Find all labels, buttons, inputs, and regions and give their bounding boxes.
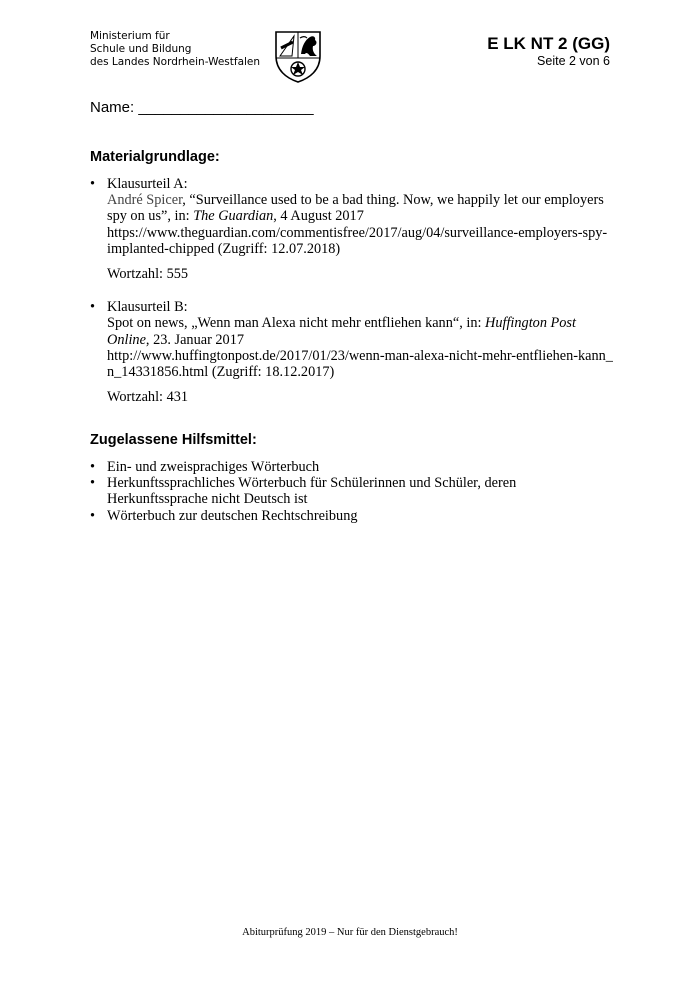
bullet-icon: •	[90, 507, 96, 524]
page-info: Seite 2 von 6	[537, 54, 610, 68]
source-name: The Guardian	[193, 208, 274, 225]
list-item	[90, 459, 615, 475]
material-b-citation	[107, 315, 615, 347]
list-item	[90, 508, 615, 524]
exam-code: E LK NT 2 (GG)	[487, 34, 610, 53]
material-a	[90, 176, 615, 282]
material-list	[90, 176, 615, 405]
material-a-label: Klausurteil A:	[107, 176, 188, 192]
material-b-label: Klausurteil B:	[107, 299, 188, 316]
source-name: Huffington Post Online	[107, 315, 576, 348]
list-item	[90, 475, 615, 507]
bullet-icon: •	[90, 475, 96, 492]
material-a-citation	[107, 192, 615, 224]
list-item-text: Herkunftssprachliches Wörterbuch für Schülerinnen und Schüler, deren Herkunftssprache nicht Deutsch ist	[107, 475, 517, 508]
list-item-text: Ein- und zweisprachiges Wörterbuch	[107, 459, 320, 475]
ministry-line: Ministerium für	[90, 30, 170, 42]
word-count: Wortzahl: 555	[107, 266, 189, 283]
word-count: Wortzahl: 431	[107, 389, 189, 406]
materials-heading: Materialgrundlage:	[90, 149, 220, 165]
aids-heading: Zugelassene Hilfsmittel:	[90, 432, 257, 448]
list-item-text: Wörterbuch zur deutschen Rechtschreibung	[107, 507, 358, 524]
ministry-line: Schule und Bildung	[90, 43, 192, 55]
bullet-icon: •	[90, 299, 96, 316]
bullet-icon: •	[90, 176, 96, 192]
pub-date: , 23. Januar 2017	[145, 331, 244, 348]
article-title: , “Surveillance used to be a bad thing. Now, we happily let our employers spy on us”, in:	[107, 192, 604, 225]
page-footer: Abiturprüfung 2019 – Nur für den Dienstgebrauch!	[242, 927, 458, 938]
exam-code-block	[487, 34, 610, 69]
bullet-icon: •	[90, 459, 96, 475]
author-name: André Spicer	[107, 192, 183, 209]
source-url: https://www.theguardian.com/commentisfree/2017/aug/04/surveillance-employers-spy-implanted-chipped (Zugriff: 12.07.2018)	[107, 224, 608, 257]
ministry-name	[90, 30, 260, 69]
article-title: Spot on news, „Wenn man Alexa nicht mehr entfliehen kann“, in:	[107, 315, 486, 332]
name-field: Name: _____________________	[90, 99, 314, 116]
source-url: http://www.huffingtonpost.de/2017/01/23/wenn-man-alexa-nicht-mehr-entfliehen-kann_ n_14331856.html (Zugriff: 18.12.2017)	[107, 347, 613, 381]
ministry-line: des Landes Nordrhein-Westfalen	[90, 56, 261, 68]
pub-date: , 4 August 2017	[273, 208, 364, 225]
aids-list	[90, 459, 615, 524]
material-b	[90, 299, 615, 405]
nrw-crest-logo	[272, 28, 324, 84]
